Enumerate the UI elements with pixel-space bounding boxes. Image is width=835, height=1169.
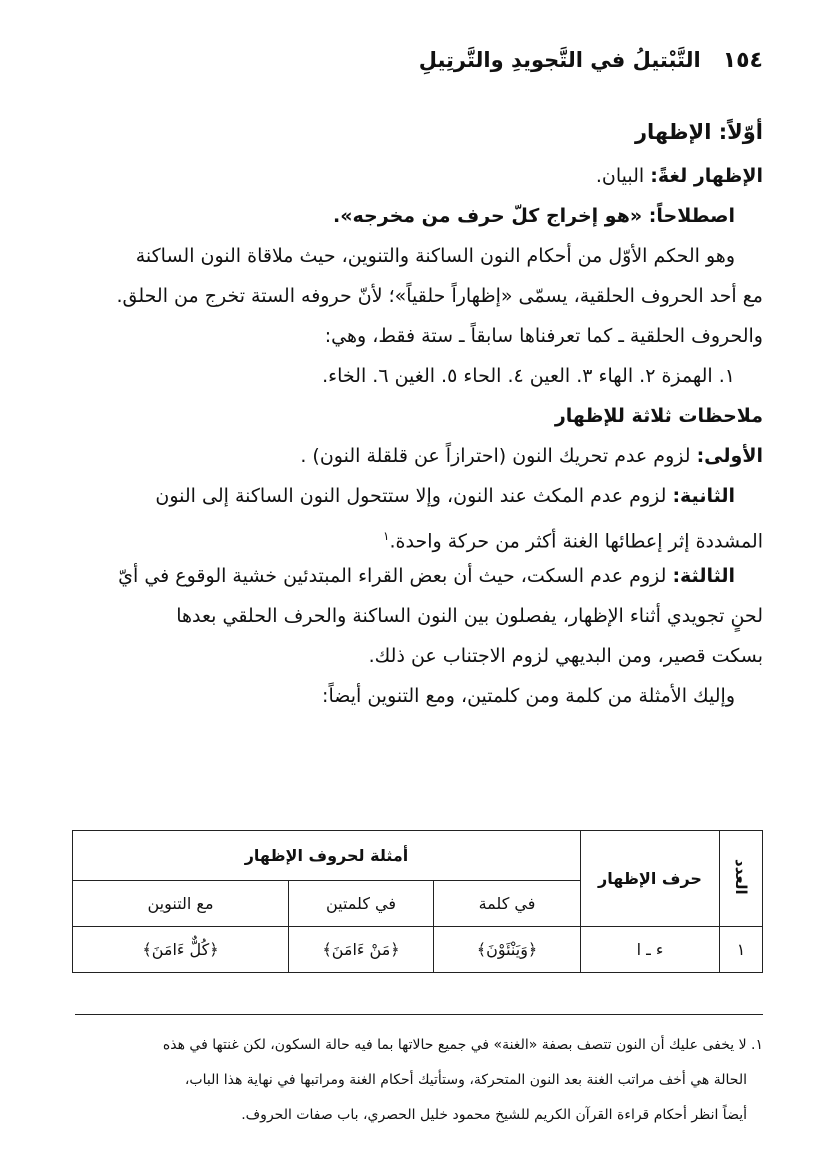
note-second-label: الثانية: <box>672 485 735 507</box>
note-third-cont: بسكت قصير، ومن البديهي لزوم الاجتناب عن ذلك. <box>368 645 763 667</box>
examples-intro: وإليك الأمثلة من كلمة ومن كلمتين، ومع التنوين أيضاً: <box>322 685 735 707</box>
paragraph-line: وهو الحكم الأوّل من أحكام النون الساكنة والتنوين، حيث ملاقاة النون الساكنة <box>135 245 735 267</box>
header-letter: حرف الإظهار <box>581 831 720 927</box>
paragraph-line: والحروف الحلقية ـ كما تعرفناها سابقاً ـ ستة فقط، وهي: <box>324 325 763 347</box>
subheader-two-words: في كلمتين <box>289 881 434 927</box>
subheader-tanween: مع التنوين <box>73 881 289 927</box>
definition-linguistic-label: الإظهار لغةً: <box>650 165 763 187</box>
header-number-label: العدد <box>732 858 750 895</box>
definition-technical-text: «هو إخراج كلّ حرف من مخرجه». <box>333 205 649 227</box>
footnote-line: الحالة هي أخف مراتب الغنة بعد النون المتحركة، وستأتيك أحكام الغنة ومراتبها في نهاية هذا الباب، <box>184 1072 747 1088</box>
note-first-text: لزوم عدم تحريك النون (احترازاً عن قلقلة النون) . <box>300 445 697 467</box>
cell-tanween: ﴿كُلٌّ ءَامَنَ﴾ <box>73 927 289 973</box>
note-third-text: لزوم عدم السكت، حيث أن بعض القراء المبتدئين خشية الوقوع في أيّ <box>118 565 673 587</box>
letters-list: ١. الهمزة ٢. الهاء ٣. العين ٤. الحاء ٥. الغين ٦. الخاء. <box>322 365 735 387</box>
paragraph-line: مع أحد الحروف الحلقية، يسمّى «إظهاراً حلقياً»؛ لأنّ حروفه الستة تخرج من الحلق. <box>116 285 763 307</box>
cell-number: ١ <box>720 927 763 973</box>
note-second-text-2: المشددة إثر إعطائها الغنة أكثر من حركة واحدة. <box>389 530 763 553</box>
definition-linguistic-text: البيان. <box>595 165 651 187</box>
section-heading: أوّلاً: الإظهار <box>634 120 763 144</box>
book-title: التَّبْتيلُ في التَّجويدِ والتَّرتِيلِ <box>418 48 701 72</box>
note-second <box>72 476 763 516</box>
note-second-cont <box>72 516 763 556</box>
note-third-label: الثالثة: <box>672 565 735 587</box>
header-group: أمثلة لحروف الإظهار <box>73 831 581 881</box>
running-header <box>72 40 763 80</box>
cell-one-word: ﴿وَيَنْئَوْنَ﴾ <box>434 927 581 973</box>
notes-heading: ملاحظات ثلاثة للإظهار <box>554 405 763 427</box>
header-number <box>720 831 763 927</box>
page-number: ١٥٤ <box>722 47 763 73</box>
footnote-line: ١. لا يخفى عليك أن النون تتصف بصفة «الغنة» في جميع حالاتها بما فيه حالة السكون، لكن غنتها في هذه <box>162 1037 763 1053</box>
table-row <box>73 927 763 973</box>
examples-table <box>72 830 763 973</box>
note-first <box>72 436 763 476</box>
note-third <box>72 556 763 596</box>
subheader-one-word: في كلمة <box>434 881 581 927</box>
footnote-divider <box>75 1014 763 1015</box>
note-first-label: الأولى: <box>696 445 763 467</box>
footnote-marker[interactable]: ١ <box>383 529 390 543</box>
note-third-cont: لحنٍ تجويدي أثناء الإظهار، يفصلون بين النون الساكنة والحرف الحلقي بعدها <box>176 605 763 627</box>
note-second-text: لزوم عدم المكث عند النون، وإلا ستتحول النون الساكنة إلى النون <box>155 485 673 507</box>
footnote <box>72 1028 763 1133</box>
cell-letter: ء ـ ا <box>581 927 720 973</box>
footnote-line: أيضاً انظر أحكام قراءة القرآن الكريم للشيخ محمود خليل الحصري، باب صفات الحروف. <box>241 1107 747 1123</box>
definition-technical <box>72 196 763 236</box>
definition-technical-label: اصطلاحاً: <box>648 205 735 227</box>
main-text <box>72 112 763 716</box>
examples-table-wrap <box>72 830 763 973</box>
cell-two-words: ﴿مَنْ ءَامَنَ﴾ <box>289 927 434 973</box>
definition-linguistic <box>72 156 763 196</box>
